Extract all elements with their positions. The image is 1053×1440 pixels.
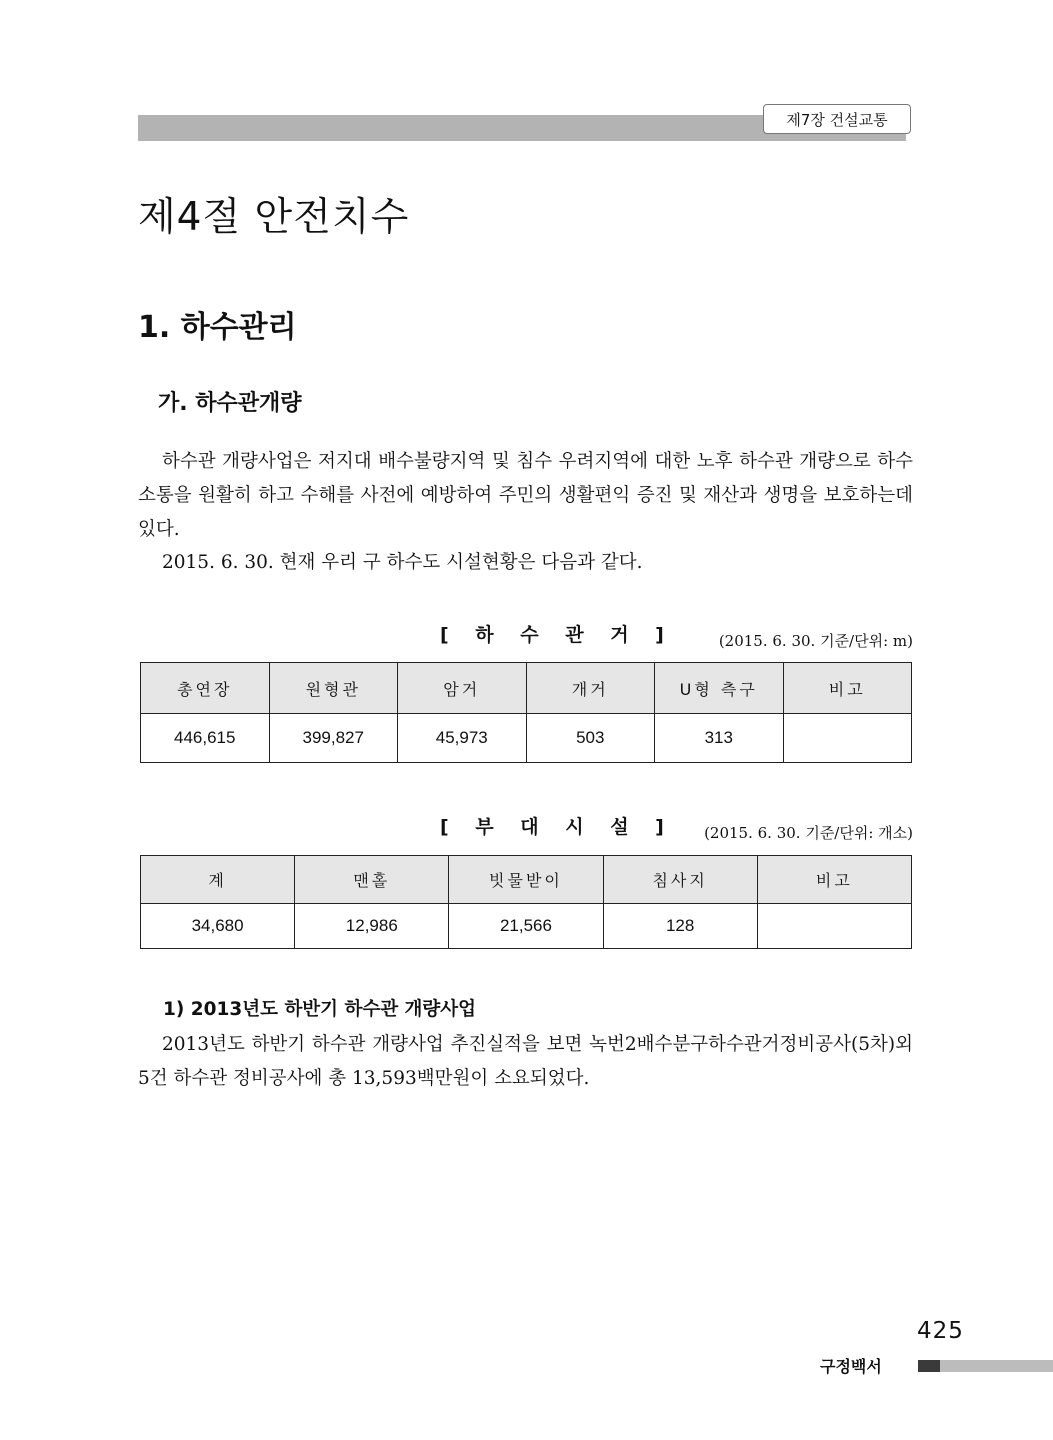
table-header-cell: 비고 bbox=[783, 663, 912, 714]
paragraph-intro: 하수관 개량사업은 저지대 배수불량지역 및 침수 우려지역에 대한 노후 하수관 개량으로 하수 소통을 원활히 하고 수해를 사전에 예방하여 주민의 생활편익 증진 및 재산과 생명을 보호하는데 있다. bbox=[138, 451, 913, 540]
table-header-cell: 원형관 bbox=[269, 663, 398, 714]
heading-level-2: 가. 하수관개량 bbox=[158, 391, 302, 416]
table-cell: 446,615 bbox=[141, 714, 270, 763]
page-number: 425 bbox=[917, 1318, 964, 1344]
table1-note: (2015. 6. 30. 기준/단위: m) bbox=[718, 632, 913, 650]
table-header-row bbox=[141, 663, 912, 714]
table-header-cell: 암거 bbox=[398, 663, 527, 714]
footer-bar-light bbox=[940, 1360, 1053, 1372]
table2-caption: [ 부 대 시 설 ] bbox=[440, 816, 674, 838]
table-cell bbox=[783, 714, 912, 763]
chapter-label: 제7장 건설교통 bbox=[763, 104, 911, 134]
table-cell: 21,566 bbox=[449, 904, 603, 949]
subheading: 1) 2013년도 하반기 하수관 개량사업 bbox=[163, 999, 477, 1020]
table1-caption: [ 하 수 관 거 ] bbox=[440, 624, 674, 646]
table-cell: 503 bbox=[526, 714, 655, 763]
table-cell: 45,973 bbox=[398, 714, 527, 763]
table-header-cell: U형 측구 bbox=[655, 663, 784, 714]
table-header-cell: 비고 bbox=[757, 856, 911, 904]
table-cell: 128 bbox=[603, 904, 757, 949]
table-cell: 399,827 bbox=[269, 714, 398, 763]
footer-bar-dark bbox=[918, 1360, 940, 1372]
table-header-cell: 빗물받이 bbox=[449, 856, 603, 904]
table-row bbox=[141, 904, 912, 949]
table-header-cell: 총연장 bbox=[141, 663, 270, 714]
table-header-cell: 개거 bbox=[526, 663, 655, 714]
table-cell bbox=[757, 904, 911, 949]
paragraph-project: 2013년도 하반기 하수관 개량사업 추진실적을 보면 녹번2배수분구하수관거정비공사(5차)외 5건 하수관 정비공사에 총 13,593백만원이 소요되었다. bbox=[138, 1034, 913, 1089]
table2-note: (2015. 6. 30. 기준/단위: 개소) bbox=[704, 824, 913, 842]
paragraph-status: 2015. 6. 30. 현재 우리 구 하수도 시설현황은 다음과 같다. bbox=[162, 552, 643, 573]
sewer-pipe-table bbox=[140, 662, 912, 763]
table-cell: 313 bbox=[655, 714, 784, 763]
section-title: 제4절 안전치수 bbox=[138, 195, 410, 240]
auxiliary-facilities-table bbox=[140, 855, 912, 949]
table-cell: 34,680 bbox=[141, 904, 295, 949]
table-header-row bbox=[141, 856, 912, 904]
book-title: 구정백서 bbox=[820, 1357, 882, 1376]
table-row bbox=[141, 714, 912, 763]
table-cell: 12,986 bbox=[295, 904, 449, 949]
table-header-cell: 침사지 bbox=[603, 856, 757, 904]
table-header-cell: 계 bbox=[141, 856, 295, 904]
table-header-cell: 맨홀 bbox=[295, 856, 449, 904]
heading-level-1: 1. 하수관리 bbox=[138, 310, 297, 345]
